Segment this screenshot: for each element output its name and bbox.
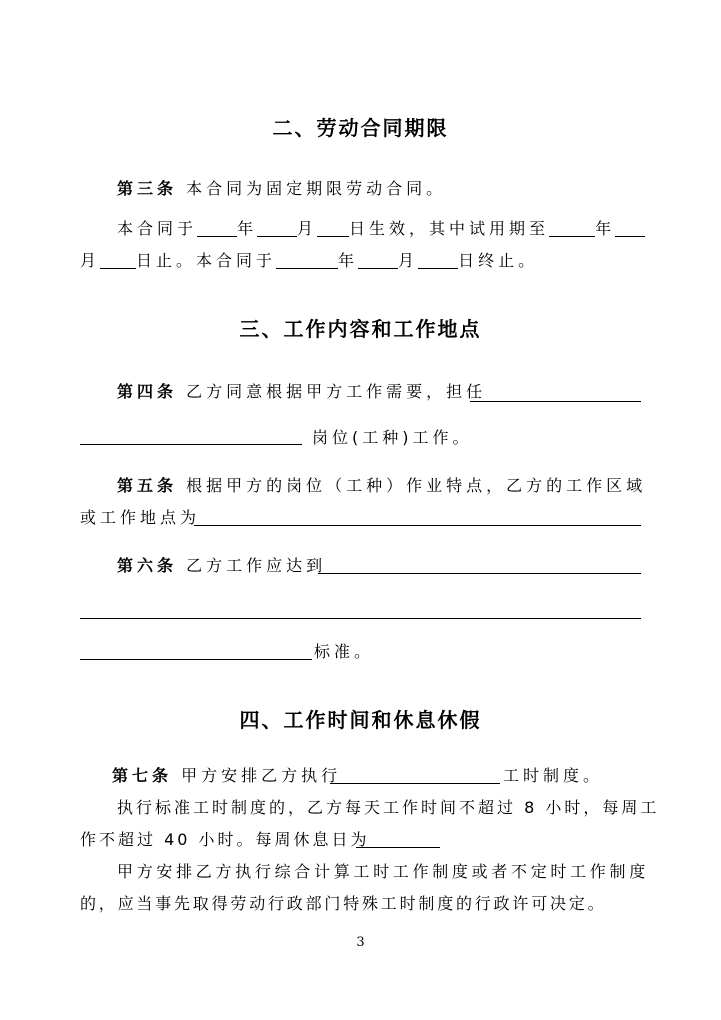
blank-field[interactable] xyxy=(80,618,641,619)
article-4-label: 第四条 xyxy=(117,382,178,401)
text: 年 xyxy=(595,219,616,238)
text: 月 xyxy=(80,251,101,270)
blank-field[interactable] xyxy=(549,220,595,237)
blank-field[interactable] xyxy=(80,444,302,445)
article-4 xyxy=(117,381,486,403)
article-5-text: 根据甲方的岗位（工种）作业特点，乙方的工作区域 xyxy=(186,476,647,495)
blank-field[interactable] xyxy=(318,573,641,574)
blank-field[interactable] xyxy=(100,252,136,269)
blank-field[interactable] xyxy=(257,220,297,237)
paragraph-special-hours-2: 的，应当事先取得劳动行政部门特殊工时制度的行政许可决定。 xyxy=(80,894,607,913)
paragraph-special-hours-1: 甲方安排乙方执行综合计算工时工作制度或者不定时工作制度 xyxy=(117,862,649,881)
contract-dates-line-2 xyxy=(80,250,538,272)
blank-field[interactable] xyxy=(80,659,312,660)
text: 月 xyxy=(297,219,318,238)
blank-field[interactable] xyxy=(330,783,500,784)
article-5-line-2: 或工作地点为 xyxy=(80,508,201,527)
article-7-text: 甲方安排乙方执行 xyxy=(181,766,342,785)
blank-field[interactable] xyxy=(356,847,440,848)
article-5-label: 第五条 xyxy=(117,476,178,495)
article-4-text: 乙方同意根据甲方工作需要，担任 xyxy=(186,382,487,401)
page-number: 3 xyxy=(356,935,365,950)
article-3-text: 本合同为固定期限劳动合同。 xyxy=(186,179,447,198)
article-5 xyxy=(117,475,646,497)
article-7 xyxy=(112,765,341,787)
blank-field[interactable] xyxy=(470,401,641,402)
blank-field[interactable] xyxy=(615,220,645,237)
blank-field[interactable] xyxy=(276,252,338,269)
paragraph-standard-hours: 执行标准工时制度的，乙方每天工作时间不超过 8 小时，每周工 xyxy=(117,798,660,817)
text: 日终止。 xyxy=(458,251,539,270)
section-title-work: 三、工作内容和工作地点 xyxy=(239,317,482,341)
text: 本合同于 xyxy=(117,219,198,238)
paragraph-rest-day: 作不超过 40 小时。每周休息日为 xyxy=(80,830,370,849)
section-title-term: 二、劳动合同期限 xyxy=(272,116,449,140)
blank-field[interactable] xyxy=(418,252,458,269)
text: 年 xyxy=(338,251,359,270)
article-3 xyxy=(117,178,446,200)
article-6-text: 乙方工作应达到 xyxy=(186,556,327,575)
text: 月 xyxy=(398,251,419,270)
blank-field[interactable] xyxy=(358,252,398,269)
article-4-tail: 岗位(工种)工作。 xyxy=(312,428,473,447)
contract-dates-line-1 xyxy=(117,218,645,240)
section-title-hours: 四、工作时间和休息休假 xyxy=(239,708,482,732)
article-6-tail: 标准。 xyxy=(314,642,375,661)
article-6-label: 第六条 xyxy=(117,556,178,575)
article-6 xyxy=(117,555,326,577)
blank-field[interactable] xyxy=(317,220,349,237)
text: 日生效，其中试用期至 xyxy=(349,219,550,238)
text: 日止。本合同于 xyxy=(136,251,277,270)
article-3-label: 第三条 xyxy=(117,179,178,198)
text: 年 xyxy=(237,219,258,238)
blank-field[interactable] xyxy=(194,525,641,526)
blank-field[interactable] xyxy=(197,220,237,237)
article-7-label: 第七条 xyxy=(112,766,173,785)
article-7-tail: 工时制度。 xyxy=(503,766,604,785)
